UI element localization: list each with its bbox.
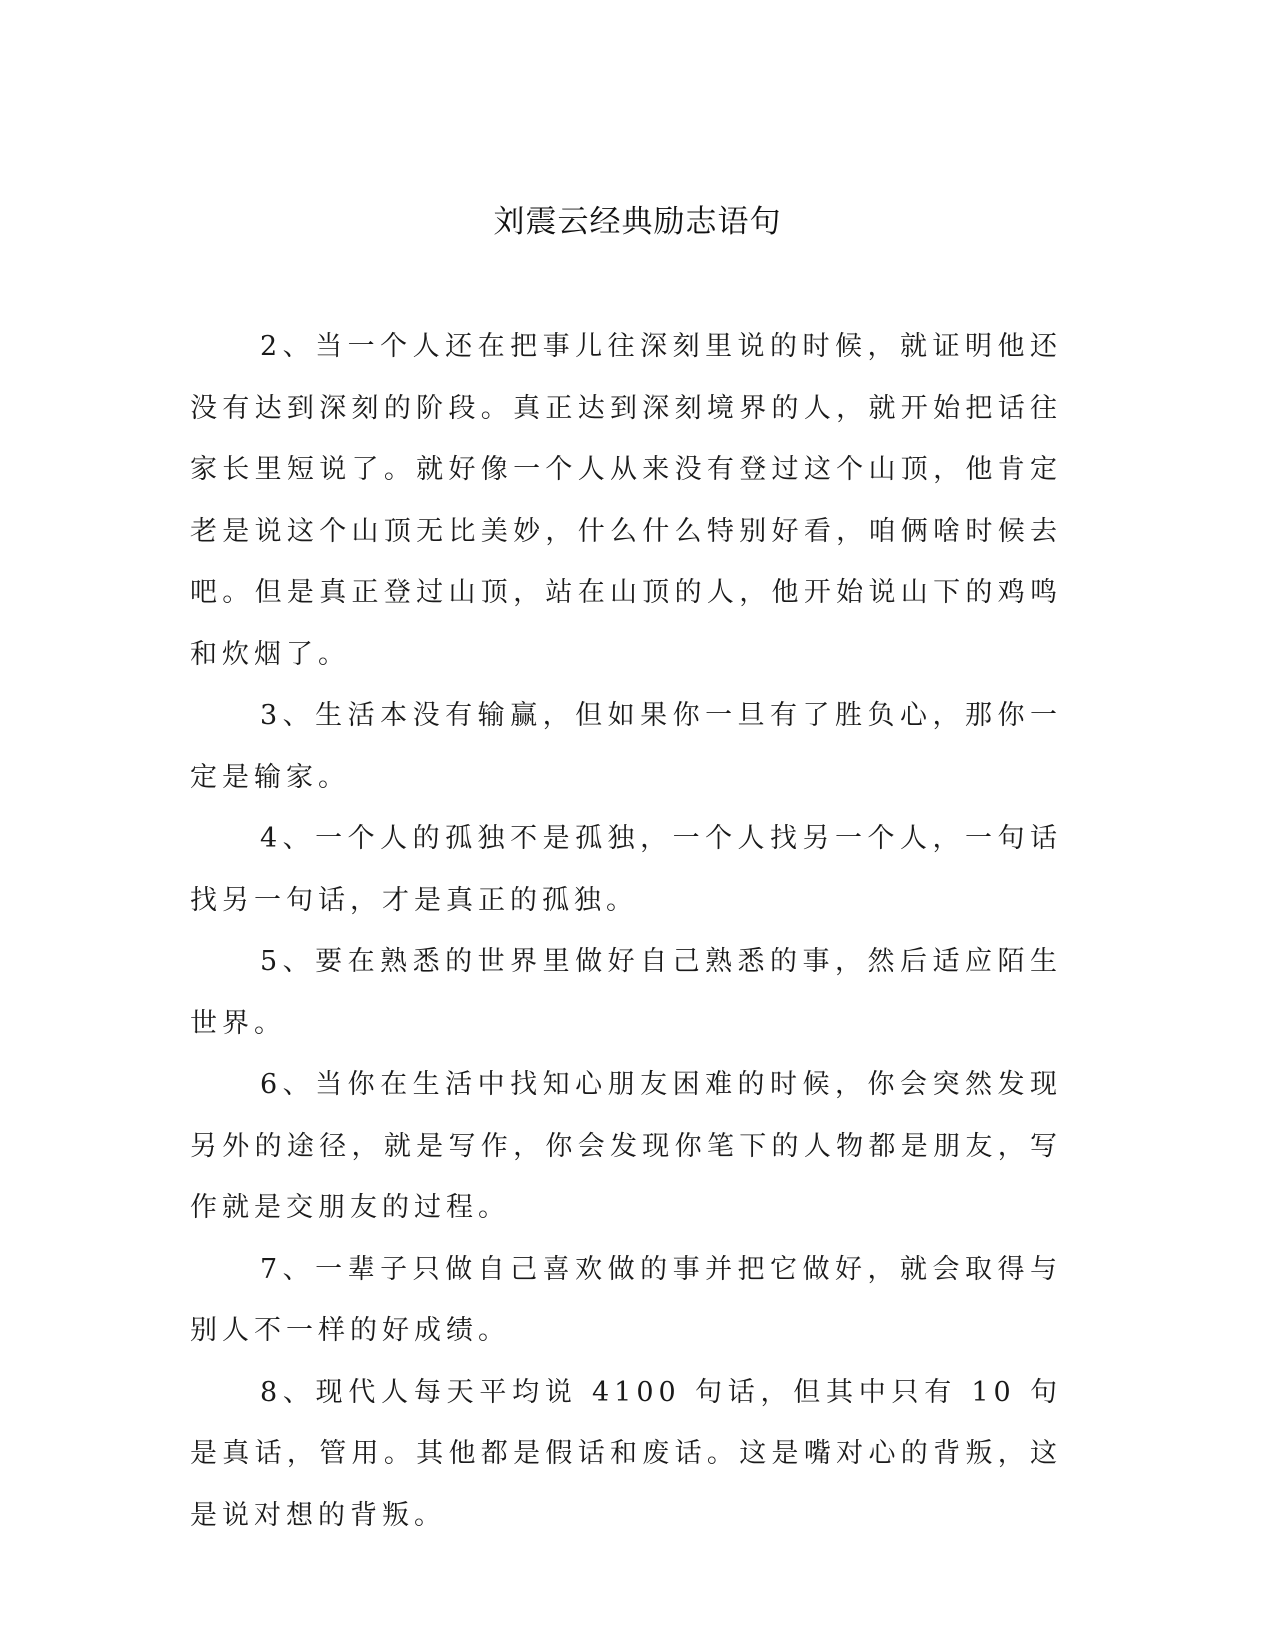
document-title: 刘震云经典励志语句 (493, 204, 782, 240)
paragraph-quote-6: 6、当你在生活中找知心朋友困难的时候，你会突然发现另外的途径，就是写作，你会发现你笔下的人物都是朋友，写作就是交朋友的过程。 (190, 1069, 1062, 1223)
paragraph-quote-8: 8、现代人每天平均说 4100 句话，但其中只有 10 句是真话，管用。其他都是假话和废话。这是嘴对心的背叛，这是说对想的背叛。 (190, 1376, 1062, 1531)
paragraph-quote-7: 7、一辈子只做自己喜欢做的事并把它做好，就会取得与别人不一样的好成绩。 (190, 1253, 1062, 1346)
document-body (190, 316, 1062, 1546)
paragraph-quote-5: 5、要在熟悉的世界里做好自己熟悉的事，然后适应陌生世界。 (190, 946, 1062, 1039)
paragraph-quote-2: 2、当一个人还在把事儿往深刻里说的时候，就证明他还没有达到深刻的阶段。真正达到深刻境界的人，就开始把话往家长里短说了。就好像一个人从来没有登过这个山顶，他肯定老是说这个山顶无比美妙，什么什么特别好看，咱俩啥时候去吧。但是真正登过山顶，站在山顶的人，他开始说山下的鸡鸣和炊烟了。 (190, 331, 1062, 670)
paragraph-quote-3: 3、生活本没有输赢，但如果你一旦有了胜负心，那你一定是输家。 (190, 700, 1062, 793)
paragraph-quote-4: 4、一个人的孤独不是孤独，一个人找另一个人，一句话找另一句话，才是真正的孤独。 (190, 823, 1062, 916)
